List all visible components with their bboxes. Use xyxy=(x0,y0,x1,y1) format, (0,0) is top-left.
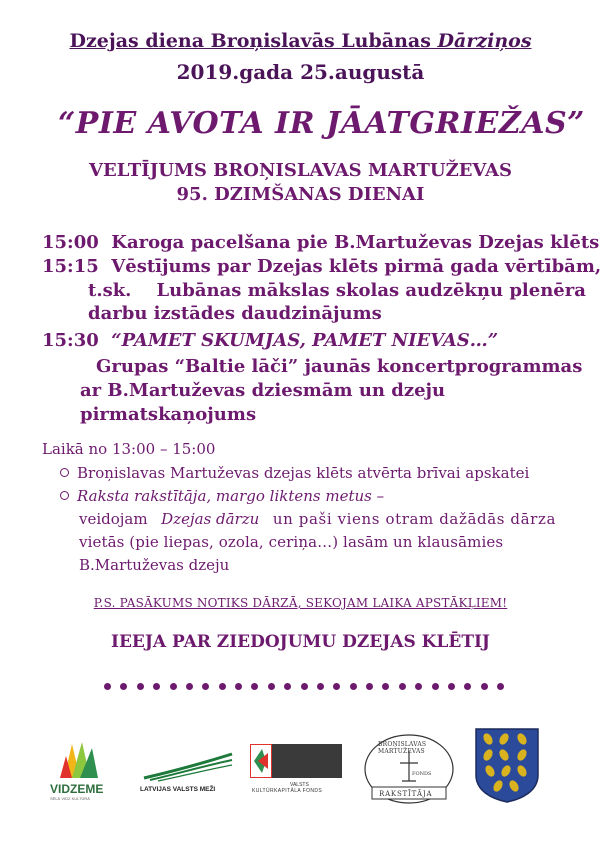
open-time-bullet-2-line-2: vietās (pie liepas, ozola, ceriņa…) lasām un klausāmies xyxy=(79,533,504,551)
program-time: 15:15 xyxy=(42,256,99,277)
lvm-swoosh-icon xyxy=(140,752,236,782)
vkkf-logo: VALSTS KULTŪRKAPITĀLA FONDS xyxy=(250,744,342,798)
open-time-bullet-2: Raksta rakstītāja, margo liktens metus – xyxy=(60,487,384,505)
bullet-circle-icon xyxy=(60,491,69,500)
dotted-separator xyxy=(104,683,504,691)
coat-of-arms-logo xyxy=(474,727,540,803)
program-text: Vēstījums par Dzejas klēts pirmā gada vērtībām, xyxy=(111,256,601,277)
program-item-1 xyxy=(42,232,599,253)
program-item-3-line-1: Grupas “Baltie lāči” jaunās koncertprogrammas xyxy=(96,356,583,377)
open-time-bullet-2-line-3: B.Martuževas dzeju xyxy=(79,556,230,574)
program-item-3 xyxy=(42,330,498,351)
ps-note: P.S. PASĀKUMS NOTIKS DĀRZĀ, SEKOJAM LAIKA APSTĀKĻIEM! xyxy=(93,596,508,610)
lvm-logo: LATVIJAS VALSTS MEŽI xyxy=(140,752,236,800)
event-title: Dzejas diena Broņislavās Lubānas Dārziņos xyxy=(69,30,532,52)
program-item-2-line-3: darbu izstādes daudzinājums xyxy=(88,303,382,324)
shield-icon xyxy=(474,727,540,803)
rakstitaja-fonds-logo: BROŅISLAVAS MARTUŽEVAS FONDS RAKSTĪTĀJA xyxy=(360,733,458,805)
program-time: 15:30 xyxy=(42,330,99,351)
program-time: 15:00 xyxy=(42,232,99,253)
open-time-bullet-1: Broņislavas Martuževas dzejas klēts atvērta brīvai apskatei xyxy=(60,464,529,482)
program-item-3-line-2: ar B.Martuževas dziesmām un dzeju xyxy=(80,380,446,401)
entry-note: IEEJA PAR ZIEDOJUMU DZEJAS KLĒTIJ xyxy=(111,632,490,652)
program-text: Karoga pacelšana pie B.Martuževas Dzejas klēts xyxy=(111,232,600,253)
event-slogan: “PIE AVOTA IR JĀATGRIEŽAS” xyxy=(58,106,585,141)
vkkf-mark-icon xyxy=(250,744,342,778)
event-date: 2019.gada 25.augustā xyxy=(176,60,425,84)
open-time-intro: Laikā no 13:00 – 15:00 xyxy=(42,440,216,458)
program-item-3-line-3: pirmatskaņojums xyxy=(80,404,257,425)
dedication-line-1: VELTĪJUMS BROŅISLAVAS MARTUŽEVAS xyxy=(89,160,512,181)
bullet-circle-icon xyxy=(60,468,69,477)
program-item-2-line-2: t.sk. Lubānas mākslas skolas audzēkņu plenēra xyxy=(88,280,586,301)
dedication-line-2: 95. DZIMŠANAS DIENAI xyxy=(176,184,425,205)
program-item-2 xyxy=(42,256,601,277)
vidzeme-mark-icon xyxy=(50,738,132,782)
open-time-bullet-2-line-1: veidojam Dzejas dārzu un paši viens otram dažādās dārza xyxy=(79,510,556,528)
program-title: “PAMET SKUMJAS, PAMET NIEVAS…” xyxy=(111,330,499,351)
vidzeme-logo: VIDZEME SĒLĀ VIDZ KULTŪRĀ xyxy=(50,738,132,802)
